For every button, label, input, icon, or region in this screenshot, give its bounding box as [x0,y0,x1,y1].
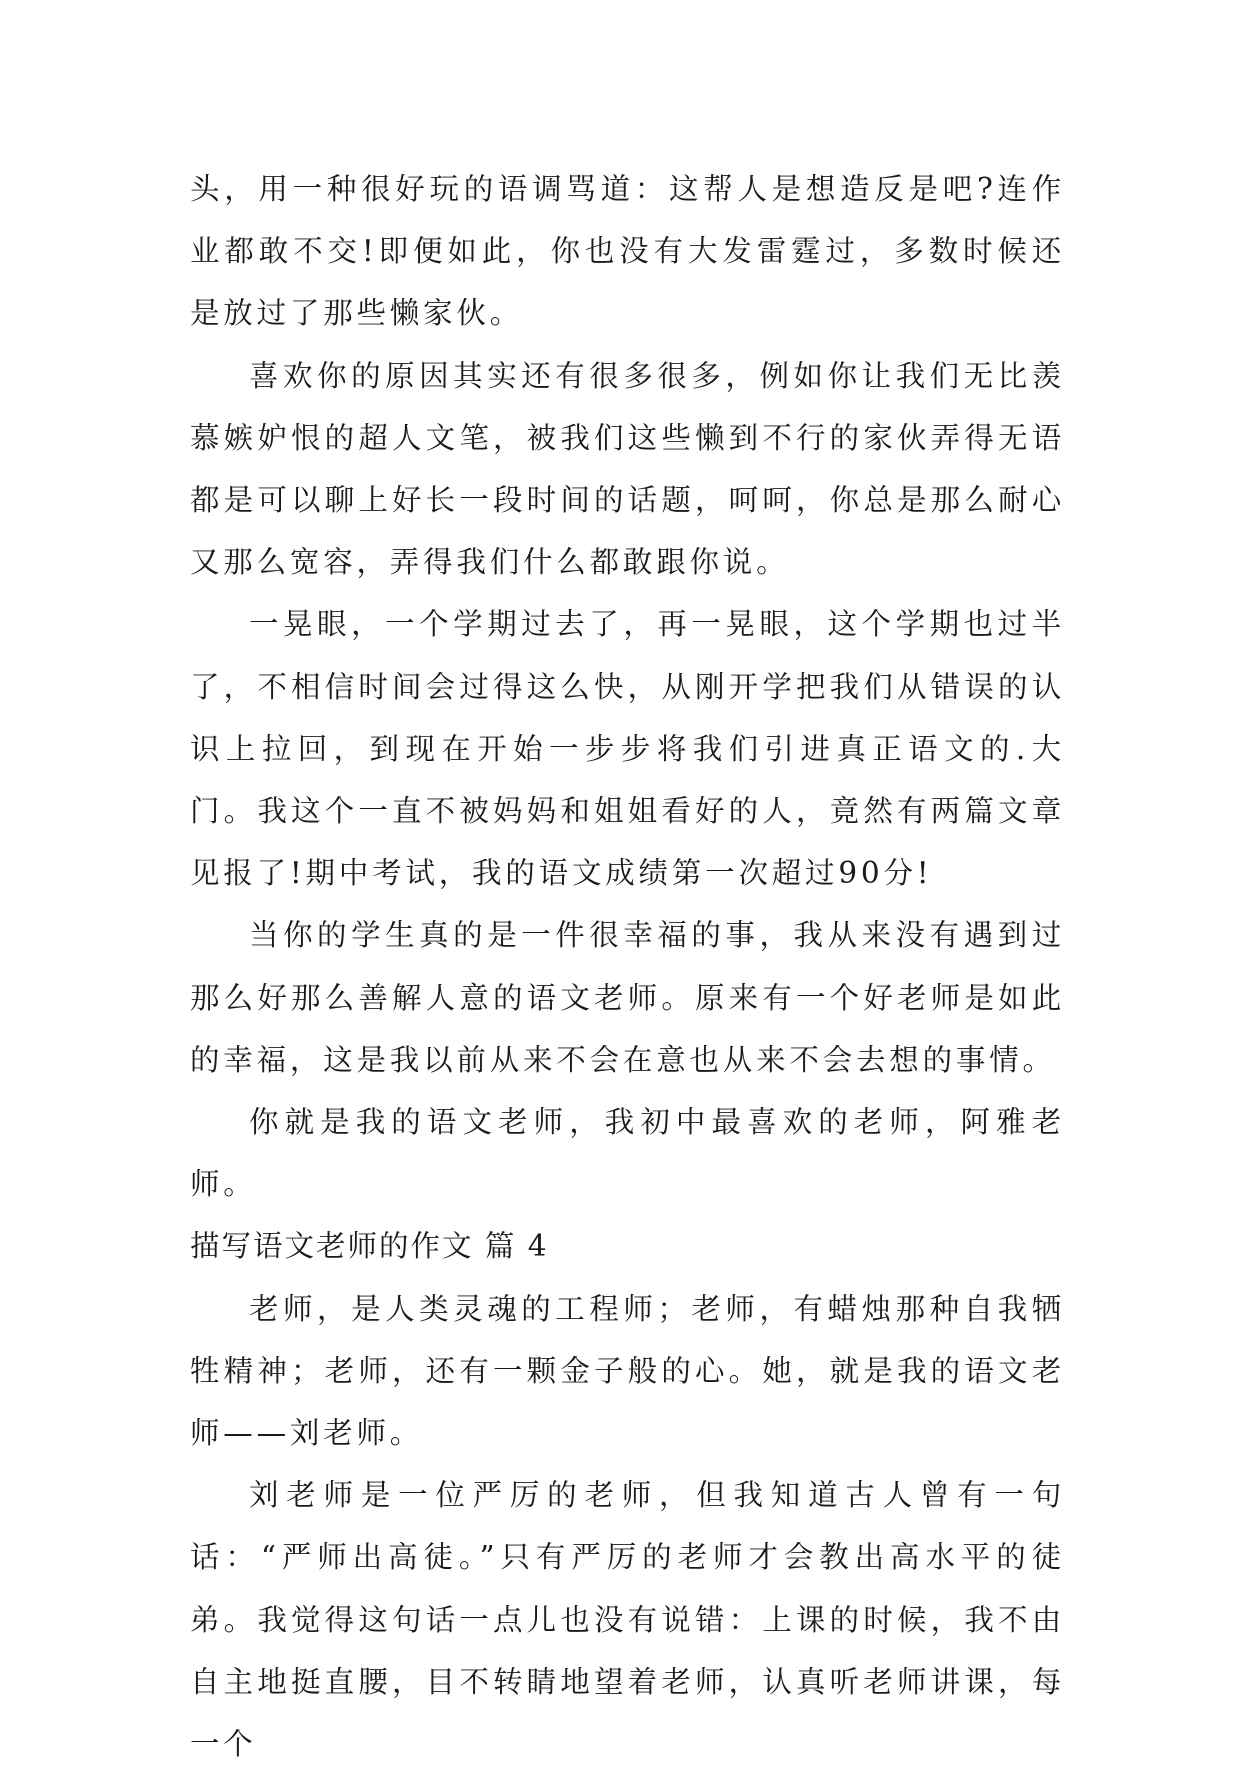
section-heading: 描写语文老师的作文 篇 4 [190,1229,549,1264]
paragraph: 当你的学生真的是一件很幸福的事，我从来没有遇到过那么好那么善解人意的语文老师。原来有一个好老师是如此的幸福，这是我以前从来不会在意也从来不会去想的事情。 [190,918,1065,1077]
paragraph: 刘老师是一位严厉的老师，但我知道古人曾有一句话：“严师出高徒。”只有严厉的老师才会教出高水平的徒弟。我觉得这句话一点儿也没有说错：上课的时候，我不由自主地挺直腰，目不转睛地望着老师，认真听老师讲课，每一个 [190,1478,1065,1762]
paragraph: 你就是我的语文老师，我初中最喜欢的老师，阿雅老师。 [190,1105,1065,1202]
paragraph-continuation: 头，用一种很好玩的语调骂道：这帮人是想造反是吧?连作业都敢不交!即便如此，你也没有大发雷霆过，多数时候还是放过了那些懒家伙。 [190,172,1065,331]
paragraph: 喜欢你的原因其实还有很多很多，例如你让我们无比羡慕嫉妒恨的超人文笔，被我们这些懒到不行的家伙弄得无语都是可以聊上好长一段时间的话题，呵呵，你总是那么耐心又那么宽容，弄得我们什么都敢跟你说。 [190,358,1065,580]
document-body [190,158,1065,1775]
paragraph: 老师，是人类灵魂的工程师；老师，有蜡烛那种自我牺牲精神；老师，还有一颗金子般的心。她，就是我的语文老师——刘老师。 [190,1291,1065,1451]
paragraph: 一晃眼，一个学期过去了，再一晃眼，这个学期也过半了，不相信时间会过得这么快，从刚开学把我们从错误的认识上拉回，到现在开始一步步将我们引进真正语文的.大门。我这个一直不被妈妈和姐姐看好的人，竟然有两篇文章见报了!期中考试，我的语文成绩第一次超过90分! [190,607,1065,891]
